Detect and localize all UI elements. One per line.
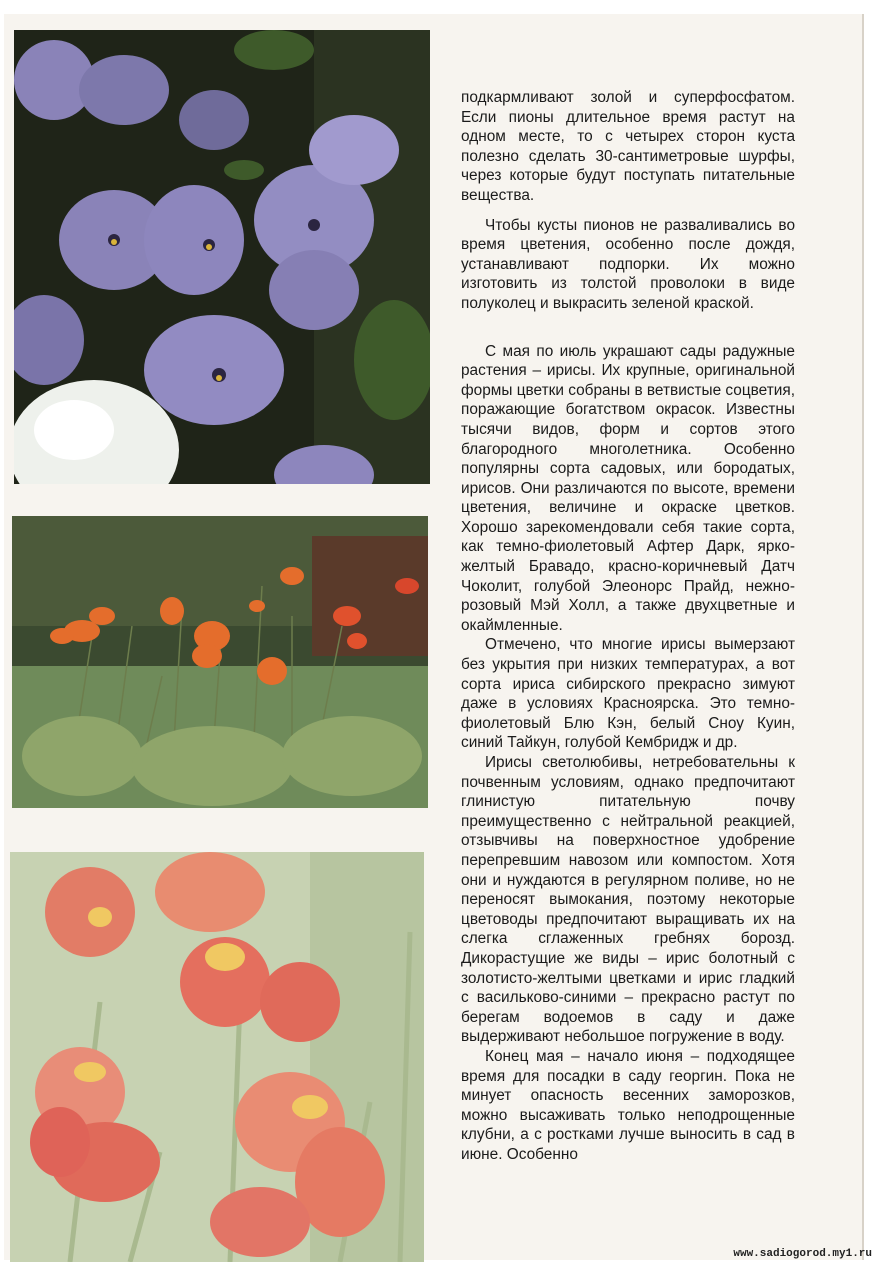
website-watermark: www.sadiogorod.my1.ru — [733, 1248, 872, 1260]
paragraph-2: Чтобы кусты пионов не разваливались во время цветения, особенно после дождя, устанавливают подпорки. Их можно изготовить из толстой проволоки в виде полуколец и выкрасить зеленой краской. — [461, 216, 795, 312]
irises-photo — [10, 852, 424, 1262]
paragraph-3: С мая по июль украшают сады радужные растения – ирисы. Их крупные, оригинальной формы цветки собраны в ветвистые соцветия, поражающие богатством окрасок. Известны тысячи видов, форм и сортов этого благородного многолетника. Особенно популярны сорта садовых, или бородатых, ирисов. Они различаются по высоте, времени цветения, величине и окраске цветков. Хорошо зарекомендовали себя такие сорта, как темно-фиолетовый Афтер Дарк, ярко-желтый Бравадо, красно-коричневый Датч Чоколит, голубой Элеонорс Прайд, нежно-розовый Мэй Холл, а также двухцветные и окаймленные. — [461, 342, 795, 634]
article-text — [461, 88, 795, 1164]
pansies-photo — [14, 30, 430, 484]
paragraph-4: Отмечено, что многие ирисы вымерзают без укрытия при низких температурах, а вот сорта ириса сибирского прекрасно зимуют даже в условиях Красноярска. Это темно-фиолетовый Блю Кэн, белый Сноу Куин, синий Тайкун, голубой Кембридж и др. — [461, 636, 795, 752]
paragraph-1: подкармливают золой и суперфосфатом. Если пионы длительное время растут на одном месте, то с четырех сторон куста полезно сделать 30-сантиметровые шурфы, через которые будут поступать питательные вещества. — [461, 89, 795, 204]
paragraph-5: Ирисы светолюбивы, нетребовательны к почвенным условиям, однако предпочитают глинистую питательную почву преимущественно с нейтральной реакцией, отзывчивы на поверхностное удобрение перепревшим навозом или компостом. Хотя они и нуждаются в регулярном поливе, но не переносят вымокания, поэтому некоторые цветоводы предпочитают выращивать их на слегка сглаженных гребнях борозд. Дикорастущие же виды – ирис болотный с золотисто-желтыми цветками и ирис гладкий с васильково-синими – прекрасно растут по берегам водоемов в саду и даже выдерживают небольшое погружение в воду. — [461, 754, 795, 1046]
poppies-photo — [12, 516, 428, 808]
paragraph-6: Конец мая – начало июня – подходящее время для посадки в саду георгин. Пока не минует опасность весенних заморозков, можно высаживать только неподрощенные клубни, а с ростками лучше выносить в сад в июне. Особенно — [461, 1047, 795, 1163]
